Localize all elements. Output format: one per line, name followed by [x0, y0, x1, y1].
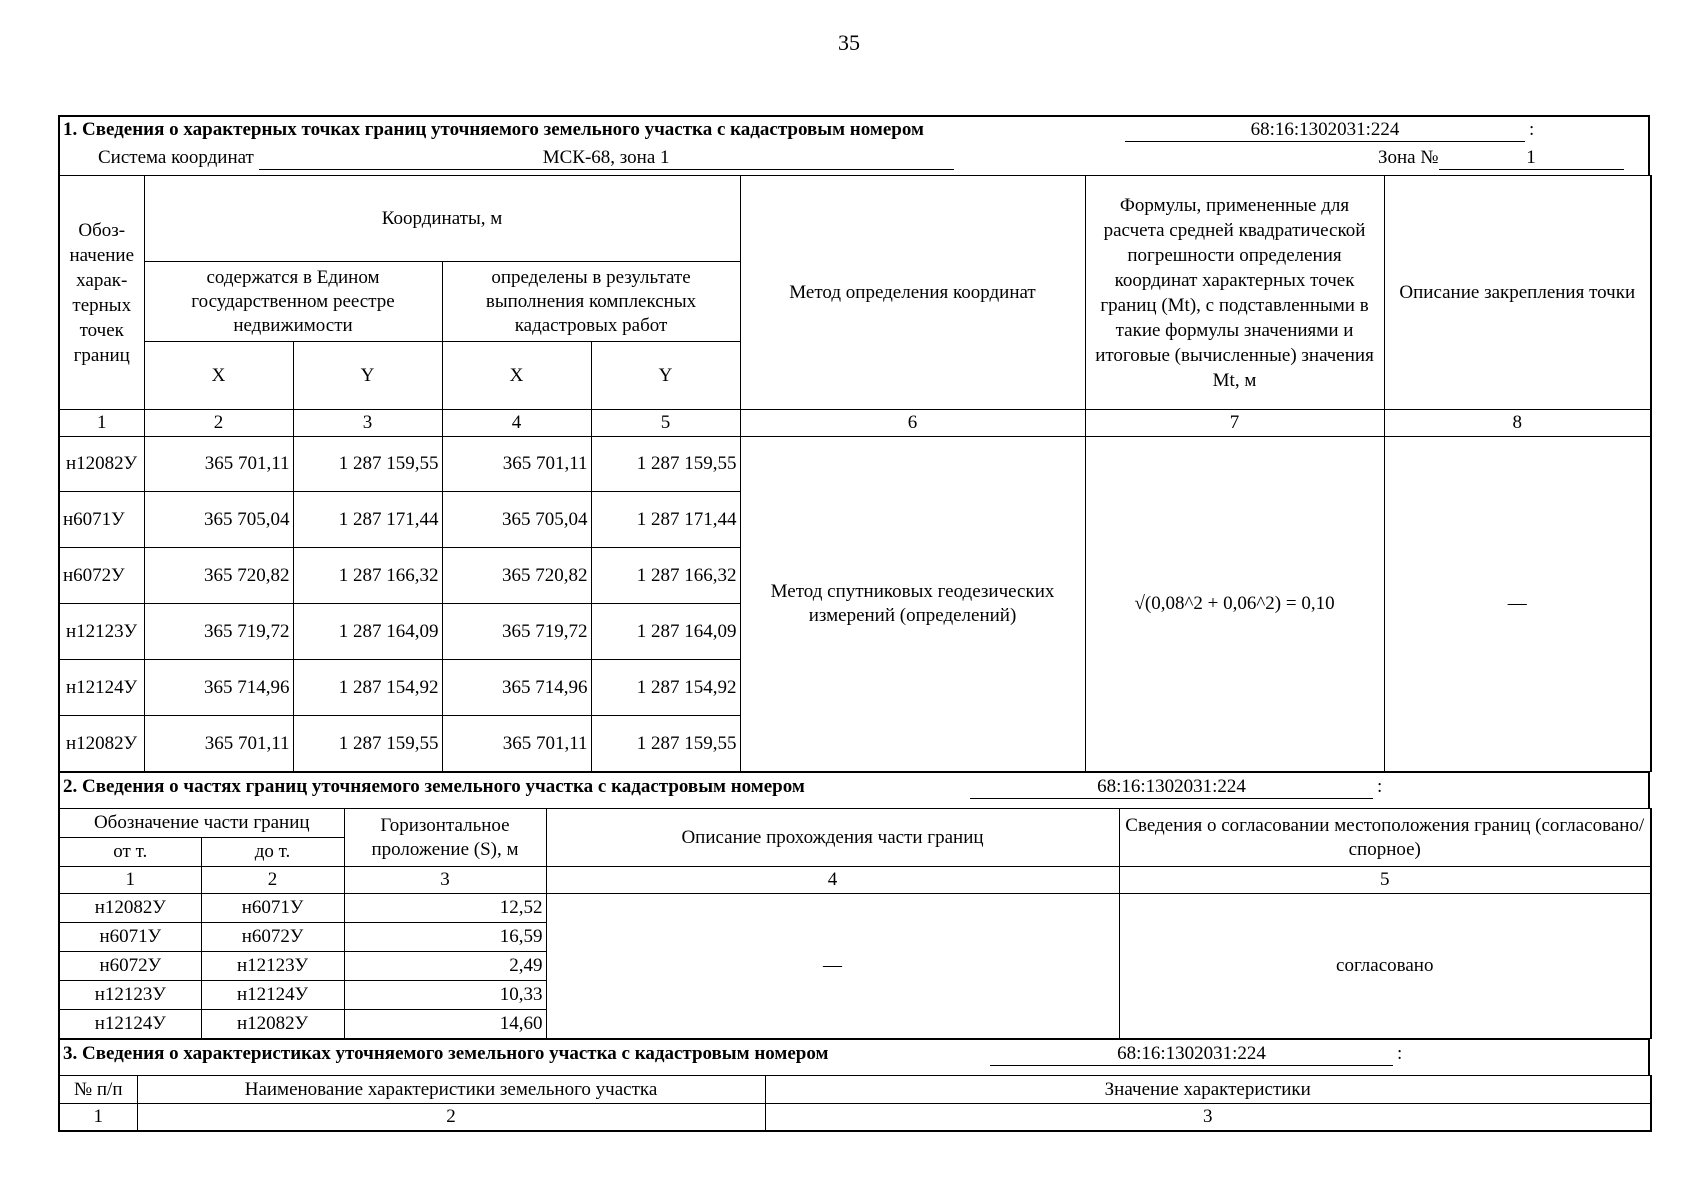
header-value: Значение характеристики	[765, 1076, 1651, 1104]
column-number: 3	[293, 410, 442, 437]
header-num: № п/п	[59, 1076, 137, 1104]
section2-cadastral-number: 68:16:1302031:224	[970, 776, 1373, 799]
point-x-registry: 365 701,11	[144, 716, 293, 772]
header-determined: определены в результате выполнения комплексных кадастровых работ	[442, 262, 740, 342]
zone-value: 1	[1439, 147, 1624, 170]
point-y-determined: 1 287 166,32	[591, 548, 740, 604]
point-name: н6071У	[59, 492, 144, 548]
point-x-determined: 365 705,04	[442, 492, 591, 548]
header-y-registry: Y	[293, 342, 442, 410]
column-number: 2	[137, 1104, 765, 1132]
part-length: 14,60	[344, 1010, 546, 1039]
section2-header	[58, 772, 1650, 808]
point-y-determined: 1 287 159,55	[591, 716, 740, 772]
point-name: н12124У	[59, 660, 144, 716]
column-number: 2	[201, 867, 344, 894]
table-row	[59, 437, 1651, 492]
part-from: н12123У	[59, 981, 201, 1010]
column-number: 6	[740, 410, 1085, 437]
part-to: н12123У	[201, 952, 344, 981]
point-y-determined: 1 287 154,92	[591, 660, 740, 716]
method-value: Метод спутниковых геодезических измерений (определений)	[740, 437, 1085, 772]
point-y-registry: 1 287 171,44	[293, 492, 442, 548]
point-y-registry: 1 287 159,55	[293, 716, 442, 772]
zone-label: Зона №	[1378, 147, 1439, 168]
section1-cadastral-number: 68:16:1302031:224	[1125, 119, 1525, 142]
part-to: н12082У	[201, 1010, 344, 1039]
header-formulas: Формулы, примененные для расчета средней квадратической погрешности определения координат характерных точек границ (Mt), с подставленными в такие формулы значениями и итоговые (вычисленные) значения Mt, м	[1085, 176, 1384, 410]
header-fixing: Описание закрепления точки	[1384, 176, 1651, 410]
point-name: н12082У	[59, 437, 144, 492]
section2-colon: :	[1377, 776, 1383, 797]
part-from: н6071У	[59, 923, 201, 952]
header-x-registry: X	[144, 342, 293, 410]
part-to: н6071У	[201, 894, 344, 923]
point-y-determined: 1 287 171,44	[591, 492, 740, 548]
characteristics-table	[58, 1075, 1652, 1132]
table-row	[59, 894, 1651, 923]
section1-header	[58, 115, 1650, 175]
part-to: н6072У	[201, 923, 344, 952]
section3-header	[58, 1039, 1650, 1075]
column-number: 5	[591, 410, 740, 437]
header-horizontal: Горизонтальное проложение (S), м	[344, 809, 546, 867]
header-to: до т.	[201, 838, 344, 867]
point-y-determined: 1 287 159,55	[591, 437, 740, 492]
point-x-determined: 365 720,82	[442, 548, 591, 604]
coord-system-value: МСК-68, зона 1	[259, 147, 954, 170]
header-method: Метод определения координат	[740, 176, 1085, 410]
header-part-designation: Обозначение части границ	[59, 809, 344, 838]
part-from: н12082У	[59, 894, 201, 923]
point-x-registry: 365 701,11	[144, 437, 293, 492]
header-description: Описание прохождения части границ	[546, 809, 1119, 867]
column-number: 5	[1119, 867, 1651, 894]
parts-table	[58, 808, 1652, 1039]
point-x-registry: 365 705,04	[144, 492, 293, 548]
point-x-registry: 365 714,96	[144, 660, 293, 716]
header-name: Наименование характеристики земельного участка	[137, 1076, 765, 1104]
point-y-registry: 1 287 154,92	[293, 660, 442, 716]
header-coordinates: Координаты, м	[144, 176, 740, 262]
column-number: 1	[59, 410, 144, 437]
point-name: н6072У	[59, 548, 144, 604]
header-designation: Обоз-начение харак-терных точек границ	[59, 176, 144, 410]
formula-value: √(0,08^2 + 0,06^2) = 0,10	[1085, 437, 1384, 772]
header-x-determined: X	[442, 342, 591, 410]
point-x-registry: 365 719,72	[144, 604, 293, 660]
part-from: н12124У	[59, 1010, 201, 1039]
fixing-value: —	[1384, 437, 1651, 772]
header-agreement: Сведения о согласовании местоположения границ (согласовано/спорное)	[1119, 809, 1651, 867]
agreement-value: согласовано	[1119, 894, 1651, 1039]
column-number: 3	[765, 1104, 1651, 1132]
point-name: н12082У	[59, 716, 144, 772]
point-name: н12123У	[59, 604, 144, 660]
cadastral-form	[58, 115, 1650, 1132]
description-value: —	[546, 894, 1119, 1039]
column-number: 1	[59, 867, 201, 894]
part-length: 16,59	[344, 923, 546, 952]
section3-colon: :	[1397, 1043, 1403, 1064]
point-x-determined: 365 714,96	[442, 660, 591, 716]
point-x-determined: 365 719,72	[442, 604, 591, 660]
section3-title: 3. Сведения о характеристиках уточняемого земельного участка с кадастровым номером	[63, 1043, 829, 1064]
column-number: 2	[144, 410, 293, 437]
part-to: н12124У	[201, 981, 344, 1010]
point-x-determined: 365 701,11	[442, 716, 591, 772]
column-number: 4	[442, 410, 591, 437]
point-y-determined: 1 287 164,09	[591, 604, 740, 660]
column-numbers-row	[59, 1104, 1651, 1132]
section1-colon: :	[1529, 119, 1535, 140]
page-number: 35	[838, 30, 860, 55]
point-x-determined: 365 701,11	[442, 437, 591, 492]
column-numbers-row	[59, 867, 1651, 894]
point-y-registry: 1 287 166,32	[293, 548, 442, 604]
section1-title: 1. Сведения о характерных точках границ уточняемого земельного участка с кадастровым номером	[63, 119, 924, 140]
column-number: 1	[59, 1104, 137, 1132]
column-number: 3	[344, 867, 546, 894]
header-y-determined: Y	[591, 342, 740, 410]
section3-cadastral-number: 68:16:1302031:224	[990, 1043, 1393, 1066]
part-length: 12,52	[344, 894, 546, 923]
part-from: н6072У	[59, 952, 201, 981]
column-numbers-row	[59, 410, 1651, 437]
header-in-registry: содержатся в Едином государственном реестре недвижимости	[144, 262, 442, 342]
point-y-registry: 1 287 164,09	[293, 604, 442, 660]
part-length: 10,33	[344, 981, 546, 1010]
part-length: 2,49	[344, 952, 546, 981]
point-y-registry: 1 287 159,55	[293, 437, 442, 492]
header-from: от т.	[59, 838, 201, 867]
section2-title: 2. Сведения о частях границ уточняемого земельного участка с кадастровым номером	[63, 776, 805, 797]
point-x-registry: 365 720,82	[144, 548, 293, 604]
column-number: 4	[546, 867, 1119, 894]
column-number: 7	[1085, 410, 1384, 437]
coord-system-label: Система координат	[98, 147, 254, 168]
points-table	[58, 175, 1652, 772]
column-number: 8	[1384, 410, 1651, 437]
